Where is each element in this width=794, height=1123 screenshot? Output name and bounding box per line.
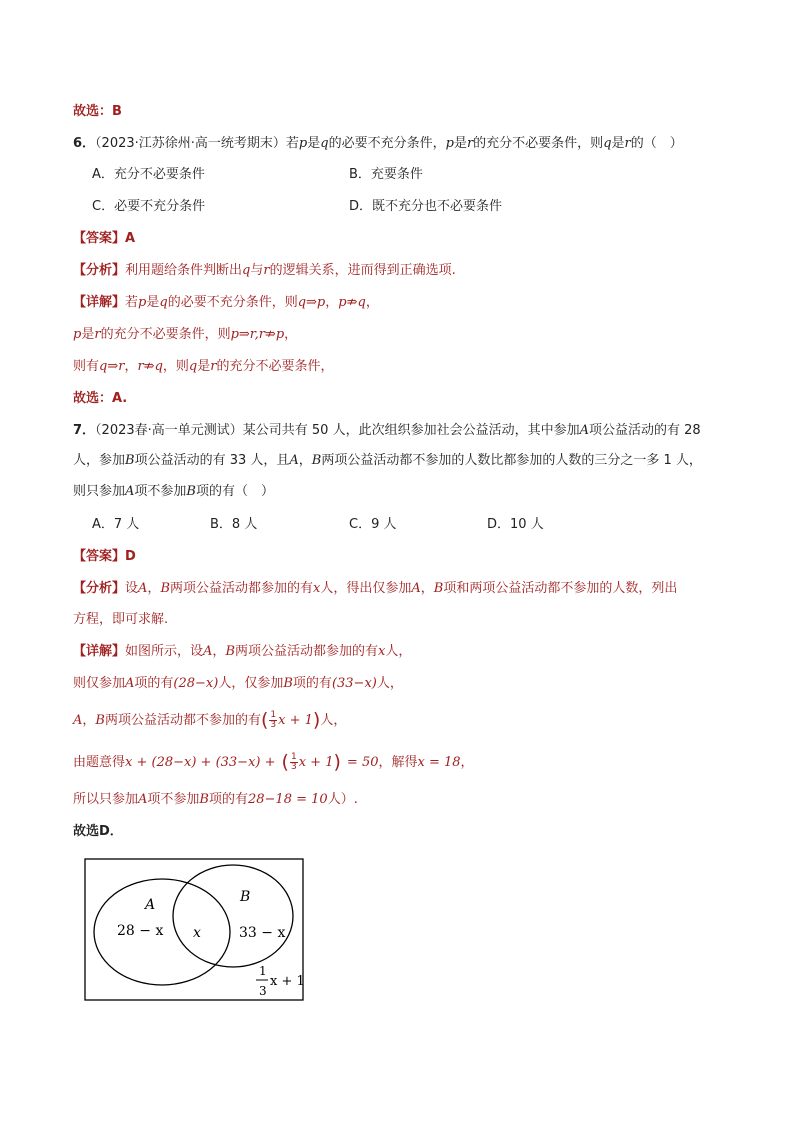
prev-answer-label: 故选：	[73, 104, 113, 119]
option-letter: D．	[349, 199, 373, 214]
text: ，解得	[378, 755, 418, 770]
var-B: B	[160, 581, 170, 596]
q6-final-choice: 故选：A.	[73, 391, 128, 406]
text: 是	[611, 136, 625, 151]
math-expr: r⇏q	[137, 359, 163, 374]
var-B: B	[95, 713, 105, 728]
math-expr: x + (28−x) + (33−x) +	[125, 755, 276, 770]
venn-only-A: 28 − x	[117, 923, 164, 939]
text: 由题意得	[73, 755, 126, 770]
venn-neither-numerator: 1	[259, 964, 267, 978]
text: 则有	[73, 359, 100, 374]
var-r: r	[94, 327, 101, 342]
math-expr: = 50	[346, 755, 379, 770]
venn-intersection: x	[193, 925, 201, 941]
analysis-tag: 【分析】	[73, 263, 126, 278]
q7-stem-line-1	[73, 421, 701, 441]
math-expr: p⇒r,r⇏p	[230, 327, 285, 342]
q6-detail-line-1	[73, 293, 379, 313]
option-letter: C．	[349, 517, 372, 532]
q6-analysis	[73, 261, 456, 281]
venn-label-B: B	[240, 889, 251, 905]
var-B: B	[225, 644, 235, 659]
var-A: A	[289, 453, 299, 468]
detail-tag: 【详解】	[73, 644, 126, 659]
text: 人）.	[327, 792, 358, 807]
option-letter: B．	[349, 167, 371, 182]
var-B: B	[199, 792, 209, 807]
text: 人，	[385, 644, 412, 659]
q7-answer	[73, 547, 136, 567]
venn-only-B: 33 − x	[239, 925, 286, 941]
detail-tag: 【详解】	[73, 295, 126, 310]
math-expr: x = 18	[417, 755, 461, 770]
text: ，	[365, 295, 379, 310]
text: 的充分不必要条件，则	[100, 327, 231, 342]
var-A: A	[125, 484, 135, 499]
text: 项公益活动的有 28	[588, 423, 701, 438]
math-expr: x + 1	[298, 755, 334, 770]
text: 则只参加	[73, 484, 126, 499]
math-expr: x + 1	[278, 713, 313, 728]
var-A: A	[138, 581, 148, 596]
var-B: B	[186, 484, 196, 499]
math-expr: 28−18 = 10	[248, 792, 328, 807]
q6-option-d[interactable]	[349, 197, 502, 217]
text: ，	[298, 453, 312, 468]
fraction-one-third	[269, 711, 277, 730]
var-A: A	[203, 644, 213, 659]
text: 人，参加	[73, 453, 126, 468]
text: ，	[460, 755, 474, 770]
text: 是	[307, 136, 321, 151]
math-expr: q⇒p	[297, 295, 326, 310]
option-text: 充分不必要条件	[113, 167, 205, 182]
var-p: p	[138, 295, 147, 310]
q7-option-d[interactable]	[487, 515, 544, 535]
venn-circle-B	[173, 865, 293, 967]
var-A: A	[138, 792, 148, 807]
q7-analysis-line-1	[73, 579, 677, 599]
text: 故选	[73, 824, 100, 839]
text: 项的有（ ）	[195, 484, 274, 499]
var-r: r	[624, 136, 631, 151]
q7-detail-line-3	[73, 708, 346, 733]
option-text: 既不充分也不必要条件	[372, 199, 503, 214]
text: 项不参加	[134, 484, 187, 499]
var-A: A	[73, 713, 83, 728]
text: 的逻辑关系，进而得到正确选项.	[269, 263, 456, 278]
q6-detail-line-2	[73, 325, 297, 345]
text: 所以只参加	[73, 792, 139, 807]
var-p: p	[73, 327, 82, 342]
text: 项和两项公益活动都不参加的人数，列出	[443, 581, 678, 596]
text: 的必要不充分条件，	[328, 136, 446, 151]
var-q: q	[188, 359, 198, 374]
text: ，	[325, 295, 339, 310]
answer-tag: 【答案】	[73, 231, 126, 246]
math-expr: q⇒r	[99, 359, 125, 374]
option-letter: A．	[92, 517, 114, 532]
q7-final-choice	[73, 822, 123, 842]
q6-option-c[interactable]	[92, 197, 205, 217]
q6-source: （2023·江苏徐州·高一统考期末）	[95, 136, 286, 151]
q7-option-c[interactable]	[349, 515, 396, 535]
paren-close: )	[333, 751, 347, 773]
q6-stem	[73, 134, 683, 154]
text: 两项公益活动都不参加的人数比都参加的人数的三分之一多 1 人，	[321, 453, 702, 468]
text: 某公司共有 50 人，此次组织参加社会公益活动，其中参加	[242, 423, 580, 438]
text: 两项公益活动都参加的有	[170, 581, 314, 596]
option-text: 必要不充分条件	[114, 199, 206, 214]
paren-open: (	[275, 751, 289, 773]
text: 人，仅参加	[218, 676, 284, 691]
prev-answer-value: B	[112, 104, 122, 119]
var-A: A	[125, 676, 135, 691]
text: 利用题给条件判断出	[125, 263, 243, 278]
option-letter: C．	[92, 199, 115, 214]
option-letter: D．	[487, 517, 511, 532]
frac-denominator: 3	[270, 720, 277, 730]
text: 的（ ）	[630, 136, 683, 151]
answer-value: A	[125, 231, 136, 246]
answer-value: D	[125, 549, 136, 564]
option-text: 10 人	[510, 517, 544, 532]
text: 如图所示，设	[125, 644, 204, 659]
text: 若	[285, 136, 299, 151]
var-q: q	[242, 263, 251, 278]
text: 则仅参加	[73, 676, 126, 691]
text: ，	[82, 713, 96, 728]
frac-numerator: 1	[290, 752, 297, 762]
math-expr: (28−x)	[173, 676, 219, 691]
text: 两项公益活动都参加的有	[235, 644, 379, 659]
var-q: q	[320, 136, 329, 151]
var-r: r	[466, 136, 474, 151]
text: ，则	[162, 359, 189, 374]
text: 项的有	[134, 676, 174, 691]
frac-denominator: 3	[290, 762, 297, 772]
prev-answer-line	[73, 102, 122, 122]
analysis-tag: 【分析】	[73, 581, 126, 596]
q6-option-b[interactable]	[349, 165, 423, 185]
option-text: 充要条件	[370, 167, 423, 182]
option-text: 7 人	[113, 517, 140, 532]
var-B: B	[125, 453, 135, 468]
var-q: q	[159, 295, 168, 310]
option-text: 9 人	[371, 517, 397, 532]
text: D．	[99, 824, 123, 839]
q6-answer	[73, 229, 135, 249]
answer-tag: 【答案】	[73, 549, 126, 564]
q7-option-b[interactable]	[210, 515, 257, 535]
q7-detail-line-2	[73, 674, 403, 694]
option-text: 8 人	[231, 517, 258, 532]
text: 人，	[320, 713, 347, 728]
text: ，	[147, 581, 161, 596]
text: 项的有	[208, 792, 248, 807]
var-A: A	[411, 581, 421, 596]
text: 的必要不充分条件，则	[167, 295, 298, 310]
var-B: B	[283, 676, 293, 691]
text: 项的有	[292, 676, 332, 691]
var-x: x	[313, 581, 321, 596]
q6-option-a[interactable]	[92, 165, 205, 185]
text: 项公益活动的有 33 人，且	[134, 453, 290, 468]
q7-option-a[interactable]	[92, 515, 139, 535]
text: 的充分不必要条件，	[216, 359, 334, 374]
text: 项不参加	[147, 792, 200, 807]
text: ，	[420, 581, 434, 596]
text: ，	[124, 359, 138, 374]
option-letter: B．	[210, 517, 232, 532]
q7-detail-line-5	[73, 790, 358, 810]
text: 是	[81, 327, 95, 342]
var-x: x	[378, 644, 386, 659]
var-p: p	[298, 136, 308, 151]
text: 与	[250, 263, 264, 278]
q7-stem-line-2	[73, 451, 702, 471]
math-expr: (33−x)	[331, 676, 377, 691]
q6-number: 6．	[73, 136, 96, 151]
var-r: r	[210, 359, 217, 374]
paren-open: (	[260, 709, 269, 731]
text: 是	[146, 295, 160, 310]
text: 两项公益活动都不参加的有	[104, 713, 261, 728]
text: 的充分不必要条件，则	[473, 136, 604, 151]
var-r: r	[263, 263, 270, 278]
text: 设	[125, 581, 139, 596]
var-B: B	[433, 581, 444, 596]
math-expr: p⇏q	[338, 295, 366, 310]
frac-numerator: 1	[270, 710, 277, 720]
var-B: B	[311, 453, 322, 468]
text: 是	[453, 136, 467, 151]
q7-analysis-line-2: 方程，即可求解.	[73, 612, 169, 627]
var-q: q	[603, 136, 612, 151]
venn-neither-rest: x + 1	[270, 974, 305, 989]
venn-neither-denominator: 3	[259, 984, 267, 998]
var-p: p	[445, 136, 454, 151]
venn-label-A: A	[145, 897, 156, 913]
q7-number: 7．	[73, 423, 96, 438]
q7-detail-line-1	[73, 642, 411, 662]
q6-detail-line-3	[73, 357, 334, 377]
text: 人，得出仅参加	[320, 581, 412, 596]
fraction-one-third	[290, 753, 298, 772]
venn-diagram	[84, 858, 306, 1004]
q7-stem-line-3	[73, 482, 274, 502]
text: ，	[284, 327, 298, 342]
text: 若	[125, 295, 139, 310]
option-letter: A．	[92, 167, 114, 182]
text: ，	[212, 644, 226, 659]
paren-close: )	[312, 709, 321, 731]
text: 是	[197, 359, 211, 374]
text: 人，	[376, 676, 403, 691]
q7-source: （2023春·高一单元测试）	[95, 423, 243, 438]
q7-detail-line-4	[73, 750, 474, 775]
var-A: A	[579, 423, 589, 438]
